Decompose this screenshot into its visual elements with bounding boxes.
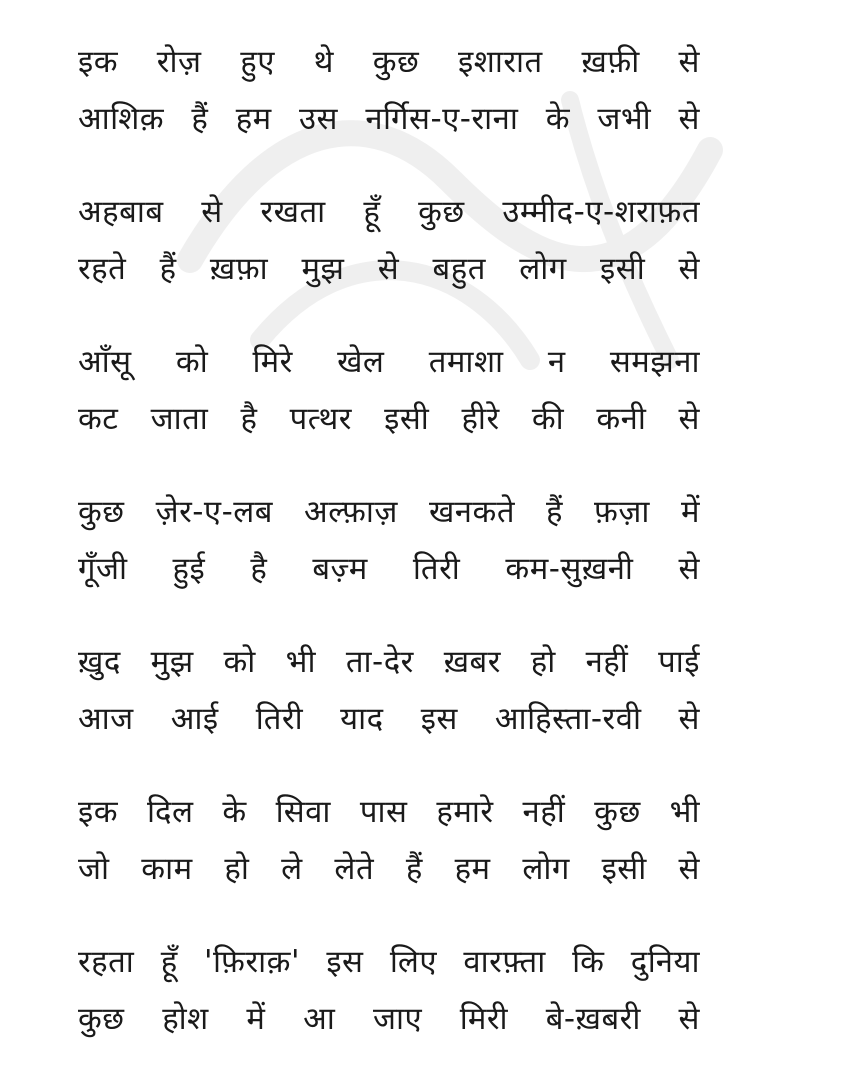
couplet-1 bbox=[78, 34, 700, 148]
poem-line: गूँजी हुई है बज़्म तिरी कम-सुख़नी से bbox=[78, 551, 700, 587]
couplet-5 bbox=[78, 634, 700, 748]
poem-line: कुछ होश में आ जाए मिरी बे-ख़बरी से bbox=[78, 1001, 700, 1037]
poem bbox=[78, 34, 700, 1084]
poem-line: अहबाब से रखता हूँ कुछ उम्मीद-ए-शराफ़त bbox=[78, 194, 700, 230]
poem-line: आँसू को मिरे खेल तमाशा न समझना bbox=[78, 344, 700, 380]
couplet-2 bbox=[78, 184, 700, 298]
poem-line: आज आई तिरी याद इस आहिस्ता-रवी से bbox=[78, 701, 700, 737]
couplet-6 bbox=[78, 784, 700, 898]
couplet-3 bbox=[78, 334, 700, 448]
poem-line: इक रोज़ हुए थे कुछ इशारात ख़फ़ी से bbox=[78, 44, 700, 80]
poem-line: कुछ ज़ेर-ए-लब अल्फ़ाज़ खनकते हैं फ़ज़ा में bbox=[78, 494, 700, 530]
poem-line: आशिक़ हैं हम उस नर्गिस-ए-राना के जभी से bbox=[78, 101, 700, 137]
poem-line: इक दिल के सिवा पास हमारे नहीं कुछ भी bbox=[78, 794, 700, 830]
poem-line: रहता हूँ 'फ़िराक़' इस लिए वारफ़्ता कि दुनिया bbox=[78, 944, 700, 980]
poem-line: कट जाता है पत्थर इसी हीरे की कनी से bbox=[78, 401, 700, 437]
poem-line: रहते हैं ख़फ़ा मुझ से बहुत लोग इसी से bbox=[78, 251, 700, 287]
poem-line: ख़ुद मुझ को भी ता-देर ख़बर हो नहीं पाई bbox=[78, 644, 700, 680]
poem-line: जो काम हो ले लेते हैं हम लोग इसी से bbox=[78, 851, 700, 887]
couplet-4 bbox=[78, 484, 700, 598]
couplet-7 bbox=[78, 934, 700, 1048]
